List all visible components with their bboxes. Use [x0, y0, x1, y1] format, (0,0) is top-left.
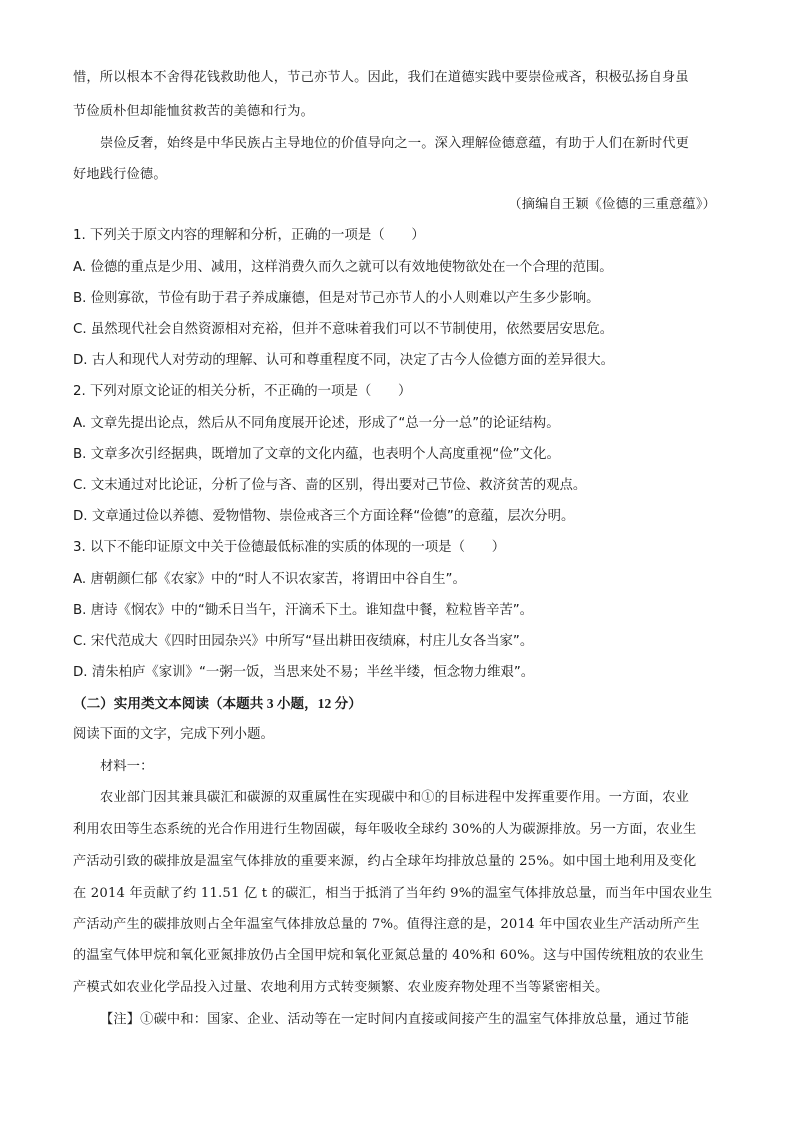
option-c: C. 文末通过对比论证，分析了俭与吝、啬的区别，得出要对己节俭、救济贫苦的观点。 [73, 478, 587, 493]
section-instruction: 阅读下面的文字，完成下列小题。 [73, 727, 274, 742]
question-stem: 3. 以下不能印证原文中关于俭德最低标准的实质的体现的一项是（ ） [73, 540, 506, 555]
material-text-line: 在 2014 年贡献了约 11.51 亿 t 的碳汇，相当于抵消了当年约 9%的温室气体排放总量，而当年中国农业生 [73, 886, 713, 901]
option-b: B. 文章多次引经据典，既增加了文章的文化内蕴，也表明个人高度重视“俭”文化。 [73, 447, 560, 462]
question-stem: 1. 下列关于原文内容的理解和分析，正确的一项是（ ） [73, 228, 425, 243]
option-d: D. 古人和现代人对劳动的理解、认可和尊重程度不同，决定了古今人俭德方面的差异很大。 [73, 353, 615, 368]
footnote: 【注】①碳中和：国家、企业、活动等在一定时间内直接或间接产生的温室气体排放总量，通过节能 [100, 1012, 690, 1027]
option-b: B. 唐诗《悯农》中的“锄禾日当午，汗滴禾下土。谁知盘中餐，粒粒皆辛苦”。 [73, 603, 534, 618]
option-a: A. 文章先提出论点，然后从不同角度展开论述，形成了“总一分一总”的论证结构。 [73, 416, 560, 431]
material-text-line: 的温室气体甲烷和氧化亚氮排放仍占全国甲烷和氧化亚氮总量的 40%和 60%。这与中国传统粗放的农业生 [73, 948, 704, 963]
material-label: 材料一： [100, 759, 154, 774]
material-text-line: 产活动引致的碳排放是温室气体排放的重要来源，约占全球年均排放总量的 25%。如中国土地利用及变化 [73, 854, 697, 869]
passage-text-line: 节俭质朴但却能恤贫救苦的美德和行为。 [73, 104, 314, 119]
passage-text-line: 崇俭反奢，始终是中华民族占主导地位的价值导向之一。深入理解俭德意蕴，有助于人们在新时代更 [100, 136, 690, 151]
section-heading: （二）实用类文本阅读（本题共 3 小题，12 分） [73, 696, 362, 711]
material-text-line: 产模式如农业化学品投入过量、农地利用方式转变频繁、农业废弃物处理不当等紧密相关。 [73, 980, 609, 995]
passage-text-line: 好地践行俭德。 [73, 167, 167, 182]
passage-source: （摘编自王颖《俭德的三重意蕴》） [508, 197, 716, 212]
option-d: D. 清朱柏庐《家训》“一粥一饭，当思来处不易；半丝半缕，恒念物力维艰”。 [73, 665, 535, 680]
material-text-line: 产活动产生的碳排放则占全年温室气体排放总量的 7%。值得注意的是，2014 年中国农业生产活动所产生 [73, 917, 700, 932]
passage-text-line: 惜，所以根本不舍得花钱救助他人，节己亦节人。因此，我们在道德实践中要崇俭戒吝，积极弘扬自身虽 [73, 70, 689, 85]
option-a: A. 唐朝颜仁郁《农家》中的“时人不识农家苦，将谓田中谷自生”。 [73, 572, 466, 587]
question-stem: 2. 下列对原文论证的相关分析，不正确的一项是（ ） [73, 384, 412, 399]
option-c: C. 虽然现代社会自然资源相对充裕，但并不意味着我们可以不节制使用，依然要居安思危。 [73, 322, 614, 337]
option-a: A. 俭德的重点是少用、减用，这样消费久而久之就可以有效地使物欲处在一个合理的范围。 [73, 260, 613, 275]
material-text-line: 利用农田等生态系统的光合作用进行生物固碳，每年吸收全球约 30%的人为碳源排放。另一方面，农业生 [73, 822, 697, 837]
option-b: B. 俭则寡欲，节俭有助于君子养成廉德，但是对节己亦节人的小人则难以产生多少影响。 [73, 291, 600, 306]
option-c: C. 宋代范成大《四时田园杂兴》中所写“昼出耕田夜绩麻，村庄儿女各当家”。 [73, 634, 534, 649]
material-text-line: 农业部门因其兼具碳汇和碳源的双重属性在实现碳中和①的目标进程中发挥重要作用。一方面，农业 [100, 790, 690, 805]
option-d: D. 文章通过俭以养德、爱物惜物、崇俭戒吝三个方面诠释“俭德”的意蕴，层次分明。 [73, 509, 575, 524]
